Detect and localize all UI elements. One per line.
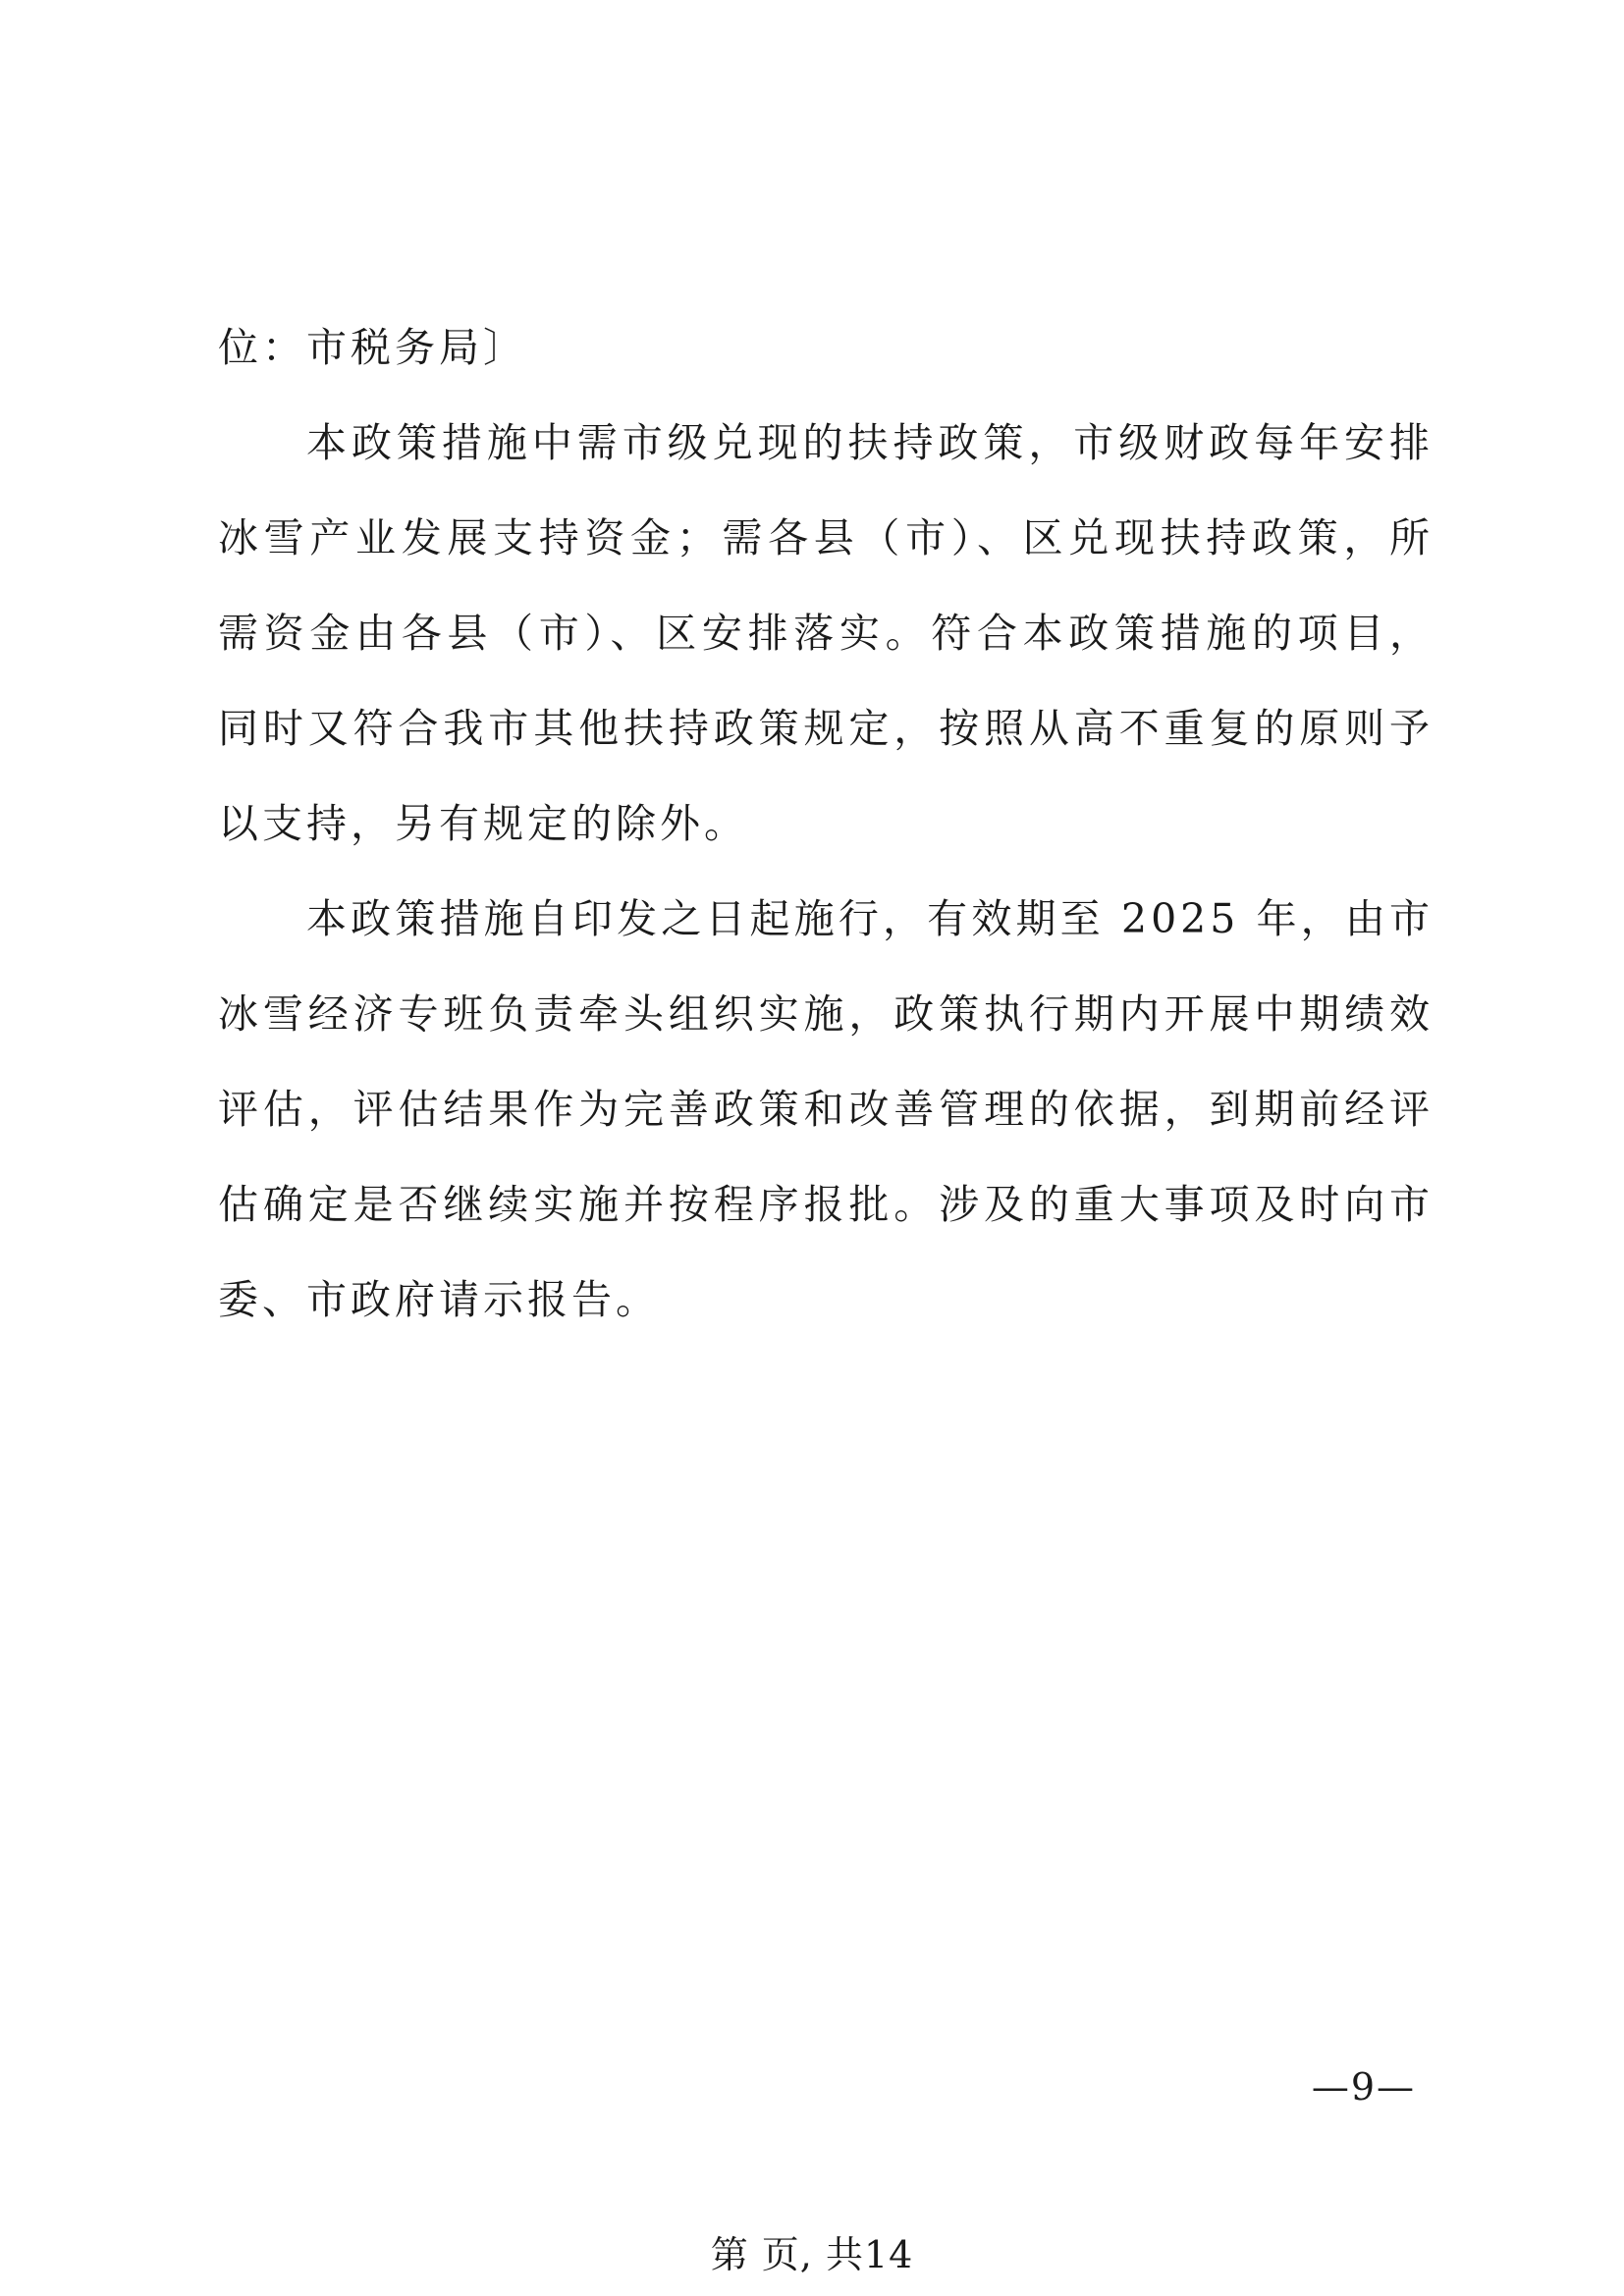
page-footer: 第 页, 共14 bbox=[710, 2233, 914, 2276]
paragraph-funding: 本政策措施中需市级兑现的扶持政策，市级财政每年安排冰雪产业发展支持资金；需各县（市）、区兑现扶持政策，所需资金由各县（市）、区安排落实。符合本政策措施的项目，同时又符合我市其他扶持政策规定，按照从高不重复的原则予以支持，另有规定的除外。 bbox=[218, 419, 1434, 847]
document-body bbox=[218, 300, 1434, 1348]
page-number: —9— bbox=[1311, 2065, 1416, 2109]
paragraph-effective-date: 本政策措施自印发之日起施行，有效期至 2025 年，由市冰雪经济专班负责牵头组织实施，政策执行期内开展中期绩效评估，评估结果作为完善政策和改善管理的依据，到期前经评估确定是否继续实施并按程序报批。涉及的重大事项及时向市委、市政府请示报告。 bbox=[218, 895, 1434, 1323]
paragraph-continuation: 位：市税务局〕 bbox=[218, 324, 527, 371]
